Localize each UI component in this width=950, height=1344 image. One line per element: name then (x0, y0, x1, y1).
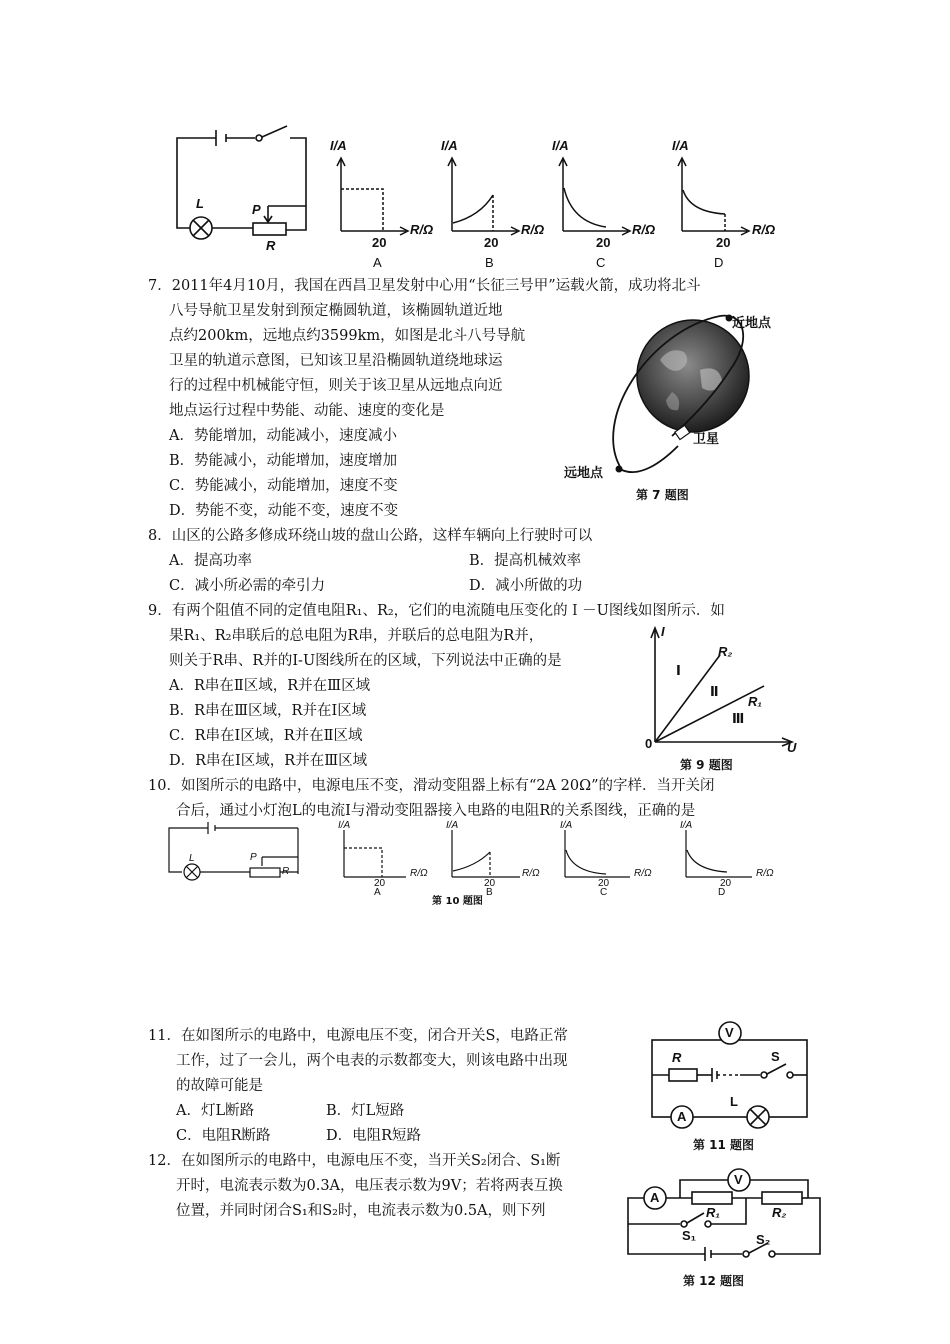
q10-graph-c-tick: 20 (598, 878, 610, 889)
q11-option-b: B．灯L短路 (326, 1103, 405, 1119)
q12-r2-label: R₂ (772, 1205, 787, 1220)
q12-line-3: 位置，并同时闭合S₁和S₂时，电流表示数为0.5A，则下列 (176, 1203, 546, 1219)
q7-line-2: 八号导航卫星发射到预定椭圆轨道，该椭圆轨道近地 (169, 303, 503, 319)
q11-lamp-label: L (730, 1094, 738, 1109)
q10-graph-a-ylabel: I/A (338, 820, 351, 831)
graph-c-ylabel: I/A (552, 138, 569, 153)
graph-d-ylabel: I/A (672, 138, 689, 153)
q9-xaxis-label: U (787, 740, 797, 755)
q9-caption: 第 9 题图 (680, 758, 733, 772)
q10-graph-d-letter: D (718, 887, 726, 898)
q10-graph-b-tick: 20 (484, 878, 496, 889)
q9-line-2: 果R₁、R₂串联后的总电阻为R串，并联后的总电阻为R并， (169, 628, 544, 644)
q11-line-2: 工作，过了一会儿，两个电表的示数都变大，则该电路中出现 (176, 1053, 568, 1069)
q12-r1-label: R₁ (706, 1205, 720, 1220)
graph-c-tick: 20 (596, 235, 611, 250)
q7-option-d: D．势能不变，动能不变，速度不变 (169, 503, 399, 519)
q11-option-d: D．电阻R短路 (326, 1128, 422, 1144)
q10-graph-a-xlabel: R/Ω (410, 868, 428, 879)
graph-b-letter: B (485, 255, 494, 270)
q8-option-a: A．提高功率 (169, 553, 252, 569)
q9-option-d: D．R串在Ⅰ区域，R并在Ⅲ区域 (169, 753, 368, 769)
q10-graph-d-tick: 20 (720, 878, 732, 889)
graph-a-xlabel: R/Ω (410, 222, 434, 237)
q7-line-3: 点约200km，远地点约3599km，如图是北斗八号导航 (169, 328, 526, 344)
q12-s2-label: S₂ (756, 1232, 771, 1247)
q9-option-a: A．R串在Ⅱ区域，R并在Ⅲ区域 (169, 678, 371, 694)
graph-c-letter: C (596, 255, 606, 270)
q10-graph-c-xlabel: R/Ω (634, 868, 652, 879)
q11-resistor-label: R (672, 1050, 682, 1065)
q9-r1-label: R₁ (748, 694, 762, 709)
q11-switch-label: S (771, 1049, 780, 1064)
q7-line-4: 卫星的轨道示意图，已知该卫星沿椭圆轨道绕地球运 (169, 353, 503, 369)
graph-a-ylabel: I/A (330, 138, 347, 153)
q9-line-3: 则关于R串、R并的I-U图线所在的区域，下列说法中正确的是 (169, 653, 562, 669)
q10-graph-b-ylabel: I/A (446, 820, 459, 831)
q7-line-1: 7．2011年4月10月，我国在西昌卫星发射中心用“长征三号甲”运载火箭，成功将北斗 (148, 278, 701, 294)
q10-graph-c-letter: C (600, 887, 608, 898)
q10-line-2: 合后，通过小灯泡L的电流I与滑动变阻器接入电路的电阻R的关系图线，正确的是 (176, 803, 696, 819)
graph-d-tick: 20 (716, 235, 731, 250)
q9-option-c: C．R串在Ⅰ区域，R并在Ⅱ区域 (169, 728, 363, 744)
graph-b-xlabel: R/Ω (521, 222, 545, 237)
q9-zone-3: Ⅲ (732, 711, 745, 726)
q10-line-1: 10．如图所示的电路中，电源电压不变，滑动变阻器上标有“2A 20Ω”的字样．当开关闭 (148, 778, 715, 794)
q7-option-b: B．势能减小，动能增加，速度增加 (169, 453, 398, 469)
q10-slider-label: P (250, 852, 257, 863)
q11-option-c: C．电阻R断路 (176, 1128, 271, 1144)
top-circuit-resistor-label: R (266, 238, 276, 253)
q8-option-c: C．减小所必需的牵引力 (169, 578, 326, 594)
q10-graph-d-xlabel: R/Ω (756, 868, 774, 879)
graph-a-tick: 20 (372, 235, 387, 250)
graph-d-letter: D (714, 255, 724, 270)
graph-b-ylabel: I/A (441, 138, 458, 153)
top-circuit-slider-label: P (252, 202, 261, 217)
q9-r2-label: R₂ (718, 644, 733, 659)
q11-line-1: 11．在如图所示的电路中，电源电压不变，闭合开关S，电路正常 (148, 1028, 568, 1044)
q10-resistor-label: R (282, 866, 290, 877)
q7-caption: 第 7 题图 (636, 488, 689, 502)
q12-line-2: 开时，电流表示数为0.3A，电压表示数为9V；若将两表互换 (176, 1178, 563, 1194)
q10-lamp-label: L (189, 853, 195, 864)
q9-origin-label: 0 (645, 736, 653, 751)
q12-caption: 第 12 题图 (683, 1274, 745, 1288)
q12-line-1: 12．在如图所示的电路中，电源电压不变，当开关S₂闭合、S₁断 (148, 1153, 561, 1169)
q9-yaxis-label: I (661, 624, 665, 639)
q12-s1-label: S₁ (682, 1228, 697, 1243)
graph-b-tick: 20 (484, 235, 499, 250)
q7-near-label: 近地点 (732, 316, 772, 331)
q7-line-5: 行的过程中机械能守恒，则关于该卫星从远地点向近 (169, 378, 503, 394)
q8-stem: 8．山区的公路多修成环绕山坡的盘山公路，这样车辆向上行驶时可以 (148, 528, 593, 544)
q7-line-6: 地点运行过程中势能、动能、速度的变化是 (169, 403, 445, 419)
q7-option-c: C．势能减小，动能增加，速度不变 (169, 478, 398, 494)
q10-graph-a-letter: A (374, 887, 381, 898)
q10-graph-b-letter: B (486, 887, 493, 898)
q8-option-b: B．提高机械效率 (469, 553, 582, 569)
q12-ammeter-label: A (650, 1190, 660, 1205)
q8-option-d: D．减小所做的功 (469, 578, 583, 594)
q11-ammeter-label: A (677, 1109, 687, 1124)
q7-option-a: A．势能增加，动能减小，速度减小 (169, 428, 397, 444)
q10-graph-c-ylabel: I/A (560, 820, 573, 831)
q11-line-3: 的故障可能是 (176, 1078, 263, 1094)
q11-voltmeter-label: V (725, 1025, 734, 1040)
q9-option-b: B．R串在Ⅲ区域，R并在Ⅰ区域 (169, 703, 367, 719)
q10-graph-d-ylabel: I/A (680, 820, 693, 831)
q7-far-label: 远地点 (564, 466, 604, 481)
q12-voltmeter-label: V (734, 1172, 743, 1187)
q10-graph-a-tick: 20 (374, 878, 386, 889)
q9-zone-1: Ⅰ (676, 663, 681, 678)
top-circuit-lamp-label: L (196, 196, 204, 211)
graph-a-letter: A (373, 255, 382, 270)
q11-option-a: A．灯L断路 (176, 1103, 255, 1119)
graph-d-xlabel: R/Ω (752, 222, 776, 237)
q7-sat-label: 卫星 (693, 432, 720, 447)
q9-zone-2: Ⅱ (710, 684, 719, 699)
q10-caption: 第 10 题图 (432, 896, 483, 907)
q9-line-1: 9．有两个阻值不同的定值电阻R₁、R₂，它们的电流随电压变化的Ｉ－U图线如图所示．如 (148, 603, 725, 619)
q11-caption: 第 11 题图 (693, 1138, 755, 1152)
q10-graph-b-xlabel: R/Ω (522, 868, 540, 879)
graph-c-xlabel: R/Ω (632, 222, 656, 237)
